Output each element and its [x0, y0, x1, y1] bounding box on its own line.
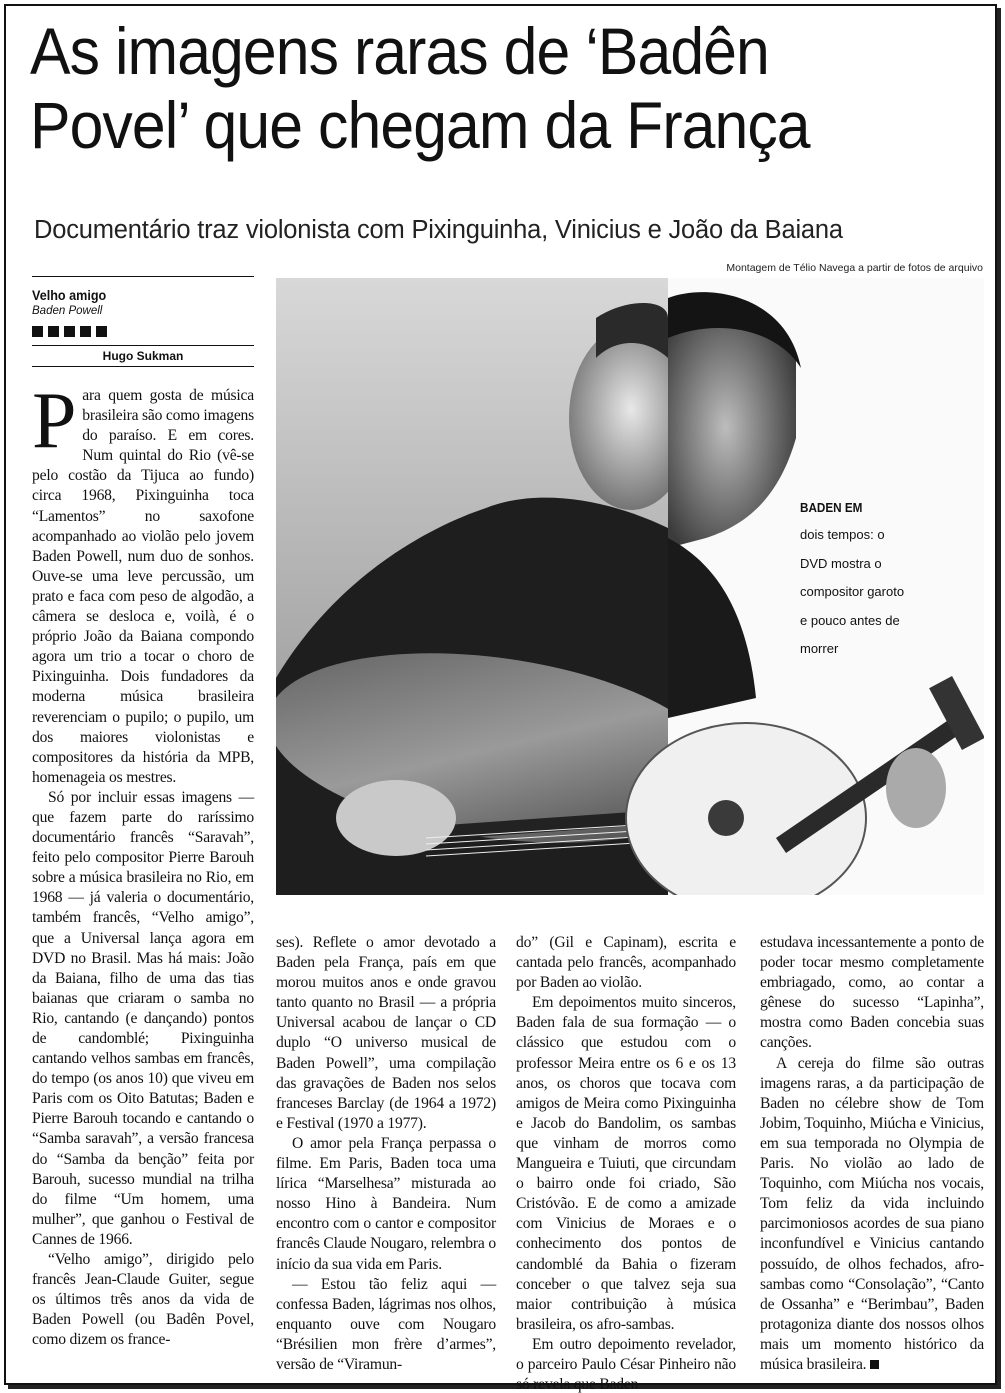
- article-column-4: [760, 933, 984, 1375]
- rating-square-icon: [64, 326, 75, 337]
- drop-cap: P: [32, 377, 77, 465]
- article-column-3: [516, 933, 736, 1393]
- paragraph: — Estou tão feliz aqui — confessa Baden, lágrimas nos olhos, enquanto ouve com Nougaro “Brésilien mon frère d’armes”, versão de “Viramun-: [276, 1275, 496, 1373]
- headline-line-2: Povel’ que chegam da França: [30, 88, 810, 162]
- review-artist: Baden Powell: [32, 305, 103, 317]
- paragraph: Em depoimentos muito sinceros, Baden fala de sua formação — o clássico que estudou com o professor Meira entre os 6 e os 13 anos, os choros que tocava com amigos de Meira como Pixinguinha e Jacob do Bandolim, os sambas que vinham de morros como Mangueira e Tuiuti, que circundam o bairro onde foi criado, São Cristóvão. E de como a amizade com Vinicius de Moraes e o conhecimento dos pontos de candomblé da Bahia o fizeram conceber o que talvez seja sua maior contribuição à música brasileira, os afro-sambas.: [516, 994, 736, 1333]
- article-column-2: [276, 933, 496, 1375]
- paragraph: estudava incessantemente a ponto de poder tocar mesmo completamente embriagado, como, ao contar a gênese do sucesso “Lapinha”, mostra como Baden concebia suas canções.: [760, 934, 984, 1052]
- photo-caption: [800, 500, 980, 664]
- headline-line-1: As imagens raras de ‘Badên: [30, 14, 769, 88]
- article-column-1: [32, 377, 255, 1351]
- rating: [32, 326, 254, 337]
- subheadline: Documentário traz violonista com Pixinguinha, Vinicius e João da Baiana: [34, 216, 843, 244]
- divider: [32, 345, 254, 346]
- caption-text: dois tempos: o DVD mostra o compositor garoto e pouco antes de morrer: [800, 527, 905, 656]
- paragraph-text: A cereja do filme são outras imagens raras, a da participação de Baden no célebre show de Tom Jobim, Toquinho, Miúcha e Vinicius, em sua temporada no Olympia de Paris. No violão ao lado de Toquinho, com Miúcha nos vocais, Tom feliz da vida incluindo parcimoniosos acordes de sua piano inconfundível e Vinicius cantando possuído, de olhos fechados, afro-sambas como “Consolação”, “Canto de Ossanha” e “Berimbau”, Baden protagoniza diante dos nossos olhos mais um momento histórico da música brasileira.: [760, 1054, 984, 1373]
- paragraph: do” (Gil e Capinam), escrita e cantada pelo francês, acompanhado por Baden ao violão.: [516, 934, 736, 992]
- paragraph: “Velho amigo”, dirigido pelo francês Jean-Claude Guiter, segue os últimos três anos da vida de Baden Powell (ou Badên Povel, como dizem os france-: [32, 1251, 254, 1349]
- paragraph: [760, 1054, 984, 1376]
- photo-credit: Montagem de Télio Navega a partir de fotos de arquivo: [726, 262, 983, 274]
- rating-square-icon: [48, 326, 59, 337]
- end-mark-icon: [870, 1360, 879, 1369]
- divider: [32, 366, 254, 367]
- paragraph: ara quem gosta de música brasileira são como imagens do paraíso. E em cores. Num quintal do Rio (vê-se pelo costão da Tijuca ao fundo) circa 1968, Pixinguinha toca “Lamentos” no saxofone acompanhado ao violão pelo jovem Baden Powell, num duo de sonhos. Ouve-se uma leve percussão, um prato e faca com peso de algodão, a câmera se desloca e, voilà, é o próprio João da Baiana compondo agora um trio a tocar o choro de Pixinguinha. Dois fundadores da moderna música brasileira reverenciam o pupilo; o pupilo, um dos maiores violonistas e compositores da história da MPB, homenageia os mestres.: [32, 387, 255, 786]
- divider: [32, 276, 254, 277]
- rating-square-icon: [32, 326, 43, 337]
- paragraph: O amor pela França perpassa o filme. Em Paris, Baden toca uma lírica “Marselhesa” misturada ao nosso Hino à Bandeira. Num encontro com o cantor e compositor francês Claude Nougaro, relembra o início da sua vida em Paris.: [276, 1134, 496, 1273]
- headline: [30, 14, 904, 162]
- rating-square-icon: [96, 326, 107, 337]
- paragraph: Só por incluir essas imagens — que fazem parte do raríssimo documentário francês “Saravah”, feito pelo compositor Pierre Barouh sobre a música brasileira no Rio, em 1968 — já valeria o documentário, também francês, “Velho amigo”, que a Universal lança agora em DVD no Brasil. Mas há mais: João da Baiana, filho de uma das tias baianas que criaram o samba no Rio, cantando (e dançando) pontos de candomblé; Pixinguinha cantando velhos sambas em francês, do tempo (os anos 10) que viveu em Paris com os Oito Batutas; Baden e Pierre Barouh tocando e cantando o “Samba saravah”, a versão francesa do “Samba da benção” feita por Barouh, sucesso mundial na trilha do filme “Um homem, uma mulher”, que ganhou o Festival de Cannes de 1966.: [32, 788, 254, 1248]
- review-box: [32, 276, 254, 367]
- rating-square-icon: [80, 326, 91, 337]
- byline: Hugo Sukman: [102, 349, 184, 363]
- paragraph: Em outro depoimento revelador, o parceiro Paulo César Pinheiro não só revela que Baden: [516, 1335, 736, 1393]
- paragraph: ses). Reflete o amor devotado a Baden pela França, país em que morou muitos anos e onde gravou tanto quanto no Brasil — a própria Universal acabou de lançar o CD duplo “O universo musical de Baden Powell”, uma compilação das gravações de Baden nos selos franceses Barclay (de 1964 a 1972) e Festival (1970 a 1977).: [276, 934, 496, 1132]
- review-title: Velho amigo: [32, 287, 107, 303]
- caption-lead: BADEN EM: [800, 500, 863, 515]
